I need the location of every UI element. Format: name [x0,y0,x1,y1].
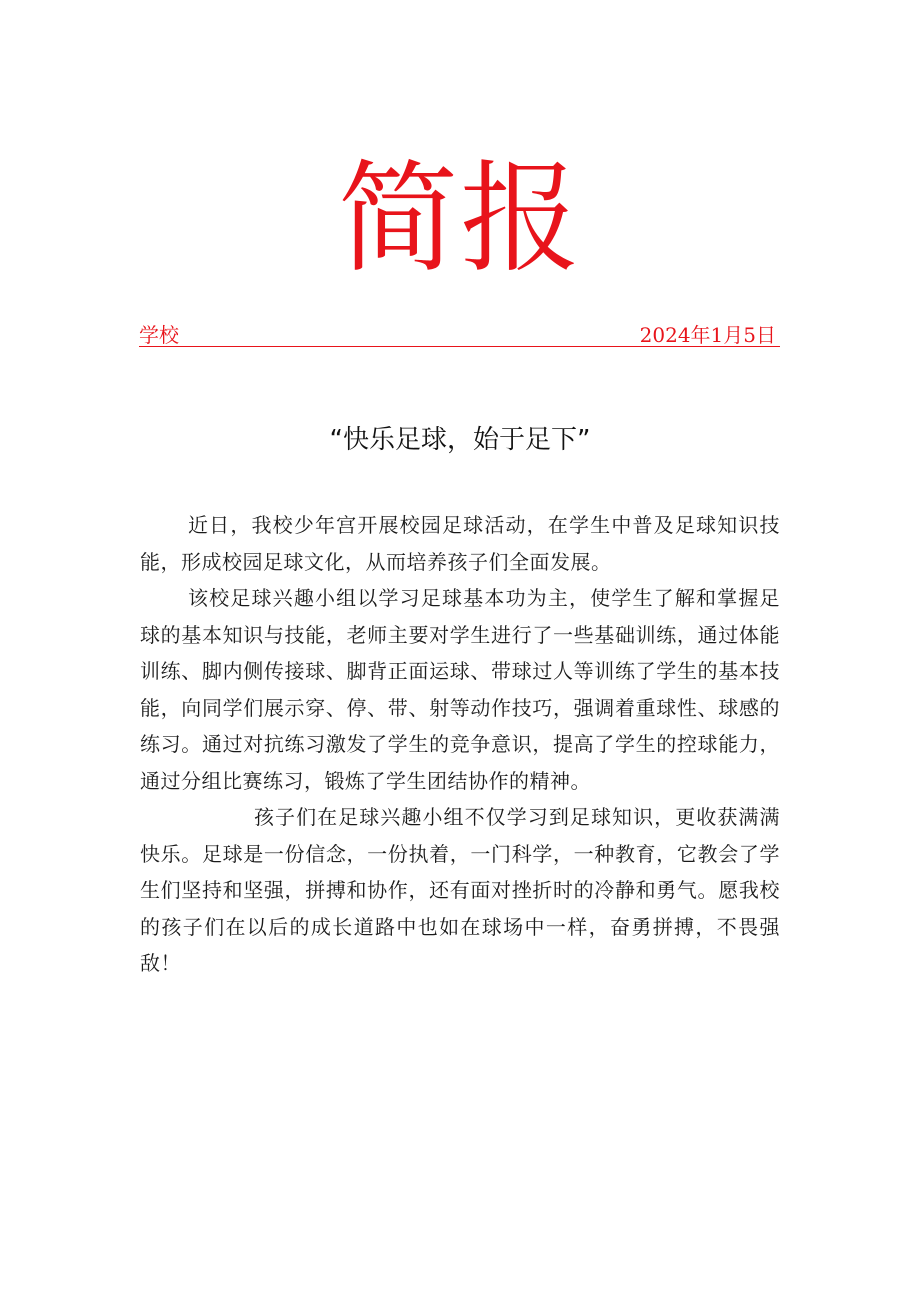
school-name: 学校 [139,323,179,347]
article-paragraph: 该校足球兴趣小组以学习足球基本功为主，使学生了解和掌握足球的基本知识与技能，老师主要对学生进行了一些基础训练，通过体能训练、脚内侧传接球、脚背正面运球、带球过人等训练了学生的基本技能，向同学们展示穿、停、带、射等动作技巧，强调着重球性、球感的练习。通过对抗练习激发了学生的竞争意识，提高了学生的控球能力，通过分组比赛练习，锻炼了学生团结协作的精神。 [140,586,780,793]
article-paragraph: 近日，我校少年宫开展校园足球活动，在学生中普及足球知识技能，形成校园足球文化，从而培养孩子们全面发展。 [140,513,780,574]
article-paragraph: 孩子们在足球兴趣小组不仅学习到足球知识，更收获满满快乐。足球是一份信念，一份执着，一门科学，一种教育，它教会了学生们坚持和坚强，拼搏和协作，还有面对挫折时的冷静和勇气。愿我校的孩子们在以后的成长道路中也如在球场中一样，奋勇拼搏，不畏强敌！ [140,805,780,975]
article-body [140,507,780,982]
article-title: “快乐足球，始于足下” [329,425,591,455]
masthead-title: 简报 [338,150,582,289]
issue-date: 2024年1月5日 [639,323,776,347]
header-divider [139,346,780,347]
